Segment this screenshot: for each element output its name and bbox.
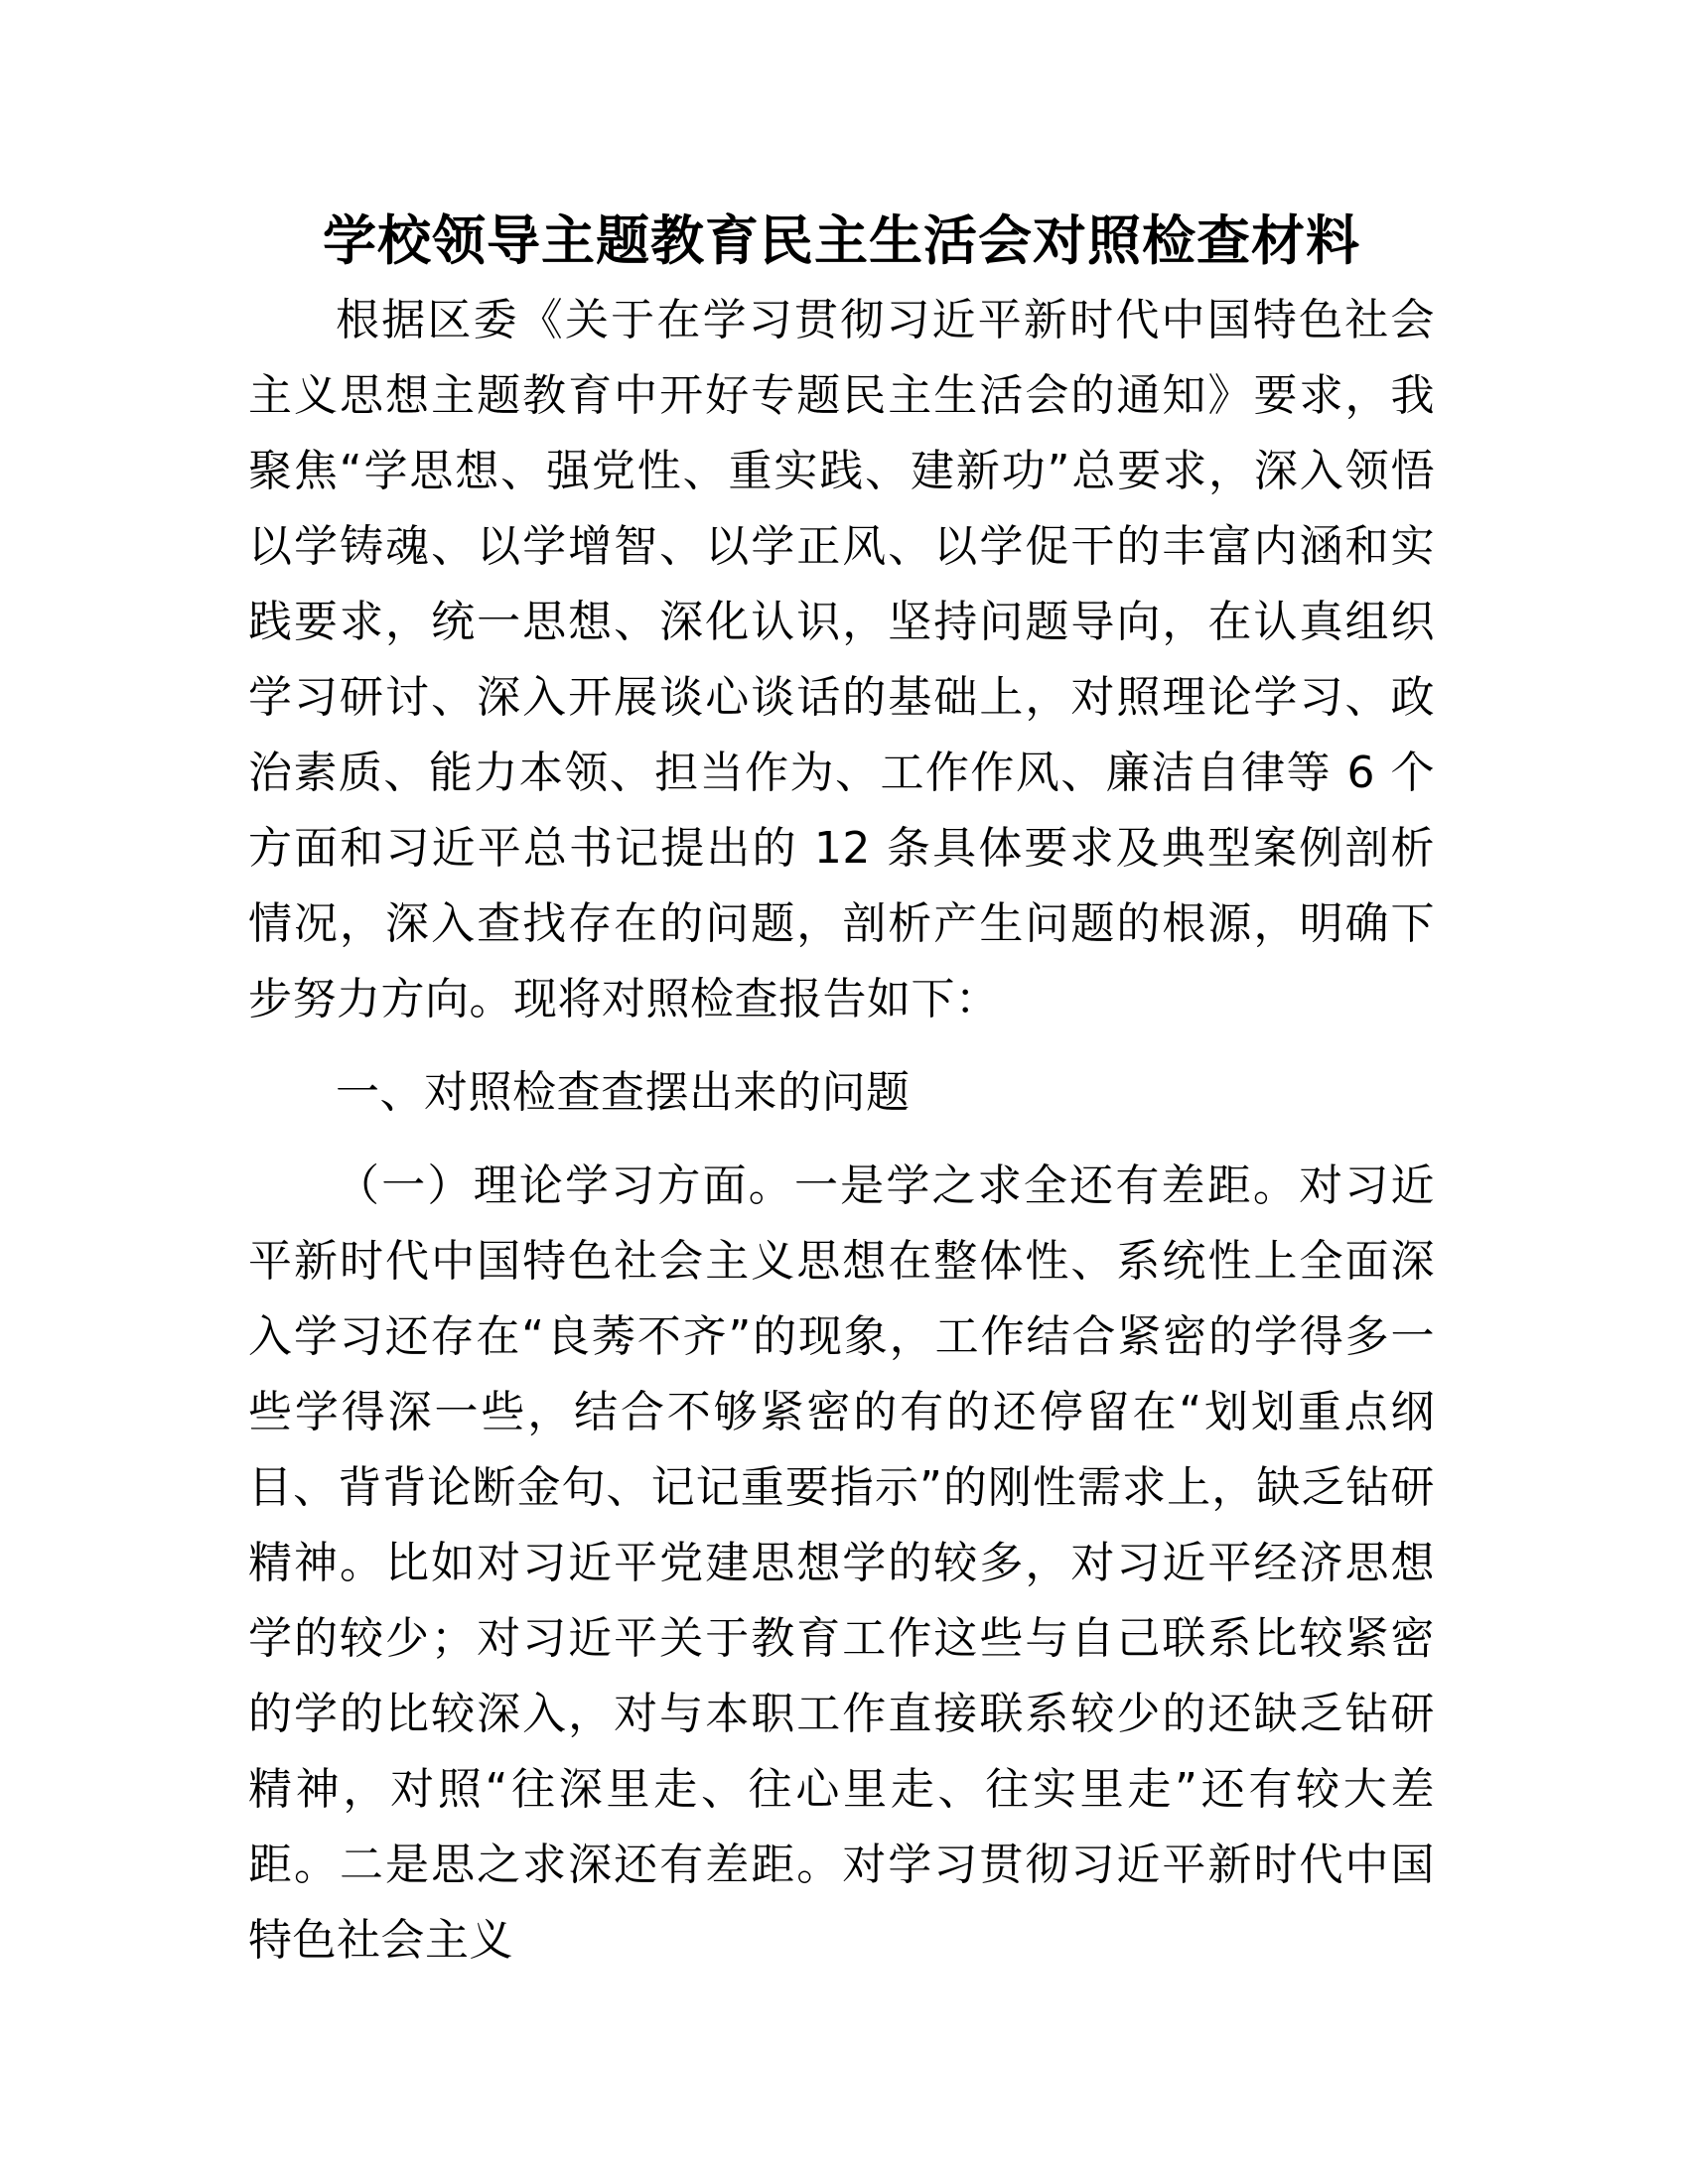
section-heading: 一、对照检查查摆出来的问题 <box>336 1067 911 1118</box>
document-title: 学校领导主题教育民主生活会对照检查材料 <box>323 209 1360 272</box>
document-page <box>248 204 1435 1979</box>
subsection-paragraph: （一）理论学习方面。一是学之求全还有差距。对习近平新时代中国特色社会主义思想在整体性、系统性上全面深入学习还存在“良莠不齐”的现象，工作结合紧密的学得多一些学得深一些，结合不够紧密的有的还停留在“划划重点纲目、背背论断金句、记记重要指示”的刚性需求上，缺乏钻研精神。比如对习近平党建思想学的较多，对习近平经济思想学的较少；对习近平关于教育工作这些与自己联系比较紧密的学的比较深入，对与本职工作直接联系较少的还缺乏钻研精神，对照“往深里走、往心里走、往实里走”还有较大差距。二是思之求深还有差距。对学习贯彻习近平新时代中国特色社会主义 <box>248 1160 1435 1966</box>
intro-paragraph: 根据区委《关于在学习贯彻习近平新时代中国特色社会主义思想主题教育中开好专题民主生活会的通知》要求，我聚焦“学思想、强党性、重实践、建新功”总要求，深入领悟以学铸魂、以学增智、以学正风、以学促干的丰富内涵和实践要求，统一思想、深化认识，坚持问题导向，在认真组织学习研讨、深入开展谈心谈话的基础上，对照理论学习、政治素质、能力本领、担当作为、工作作风、廉洁自律等 6 个方面和习近平总书记提出的 12 条具体要求及典型案例剖析情况，深入查找存在的问题，剖析产生问题的根源，明确下步努力方向。现将对照检查报告如下： <box>248 295 1435 1024</box>
